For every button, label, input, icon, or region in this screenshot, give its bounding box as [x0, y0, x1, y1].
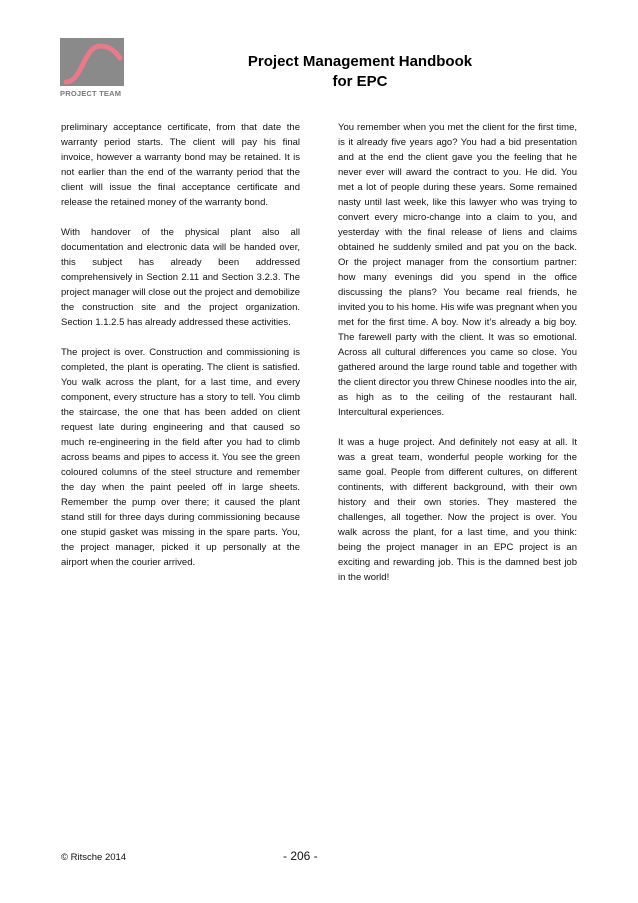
title-line-2: for EPC: [332, 73, 388, 90]
logo-text: PROJECT TEAM: [60, 89, 122, 98]
left-paragraph-2: With handover of the physical plant also all documentation and electronic data will be handed over, this subject has already been addressed comprehensively in Section 2.11 and Section 3.2.3. The project manager will close out the project and demobilize the construction site and the project organization. Section 1.1.2.5 has already addressed these activities.: [61, 227, 300, 328]
logo-swoosh-icon: [60, 38, 124, 86]
page-number: - 206 -: [283, 849, 318, 863]
title-line-1: Project Management Handbook: [247, 53, 473, 70]
right-paragraph-1: You remember when you met the client for the first time, is it already five years ago? You had a bid presentation and at the end the client gave you the feeling that he never ever will award the contract to you. He did. You met a lot of people during these years. Some remained nasty until last week, like this lawyer who was trying to convert every micro-change into a claim to you, and yesterday with the final release of liens and claims obtained he suddenly smiled and pat you on the back. Or the project manager from the consortium partner: how many evenings did you spend in the office discussing the plans? You became real friends, he invited you to his home. His wife was pregnant when you met for the first time. A boy. Now it’s already a big boy. The farewell party with the client. It was so emotional. Across all cultural differences you came so close. You gathered around the large round table and together with the client director you threw Chinese noodles into the air, as high as to the ceiling of the restaurant hall. Intercultural experiences.: [338, 122, 577, 418]
logo-mark: [60, 38, 124, 86]
project-team-logo: [60, 38, 124, 100]
copyright: © Ritsche 2014: [61, 852, 127, 863]
left-paragraph-1: preliminary acceptance certificate, from that date the warranty period starts. The client will pay his final invoice, however a warranty bond may be retained. It is not earlier than the end of the warranty period that the client will issue the final acceptance certificate and release the retained money of the warranty bond.: [61, 122, 300, 208]
right-column: [338, 120, 577, 600]
left-column: [61, 120, 300, 585]
left-paragraph-3: The project is over. Construction and commissioning is completed, the plant is operating. The client is satisfied. You walk across the plant, for a last time, and every component, every structure has a story to tell. You climb the staircase, the one that has been added on client request late during engineering and that caused so much re-engineering in the field after you had to climb across beams and pipes to access it. You see the green coloured columns of the steel structure and remember the day when the paint peeled off in large sheets. Remember the pump over there; it caused the plant stand still for three days during commissioning because one stupid gasket was missing in the spare parts. You, the project manager, picked it up personally at the airport when the courier arrived.: [61, 347, 300, 568]
right-paragraph-2: It was a huge project. And definitely not easy at all. It was a great team, wonderful people working for the same goal. People from different cultures, on different continents, with different background, with their own history and their own stories. They mastered the challenges, all together. Now the project is over. You walk across the plant, for a last time, and you think: being the project manager in an EPC project is an exciting and rewarding job. This is the damned best job in the world!: [338, 437, 577, 583]
page-title: [210, 52, 510, 92]
